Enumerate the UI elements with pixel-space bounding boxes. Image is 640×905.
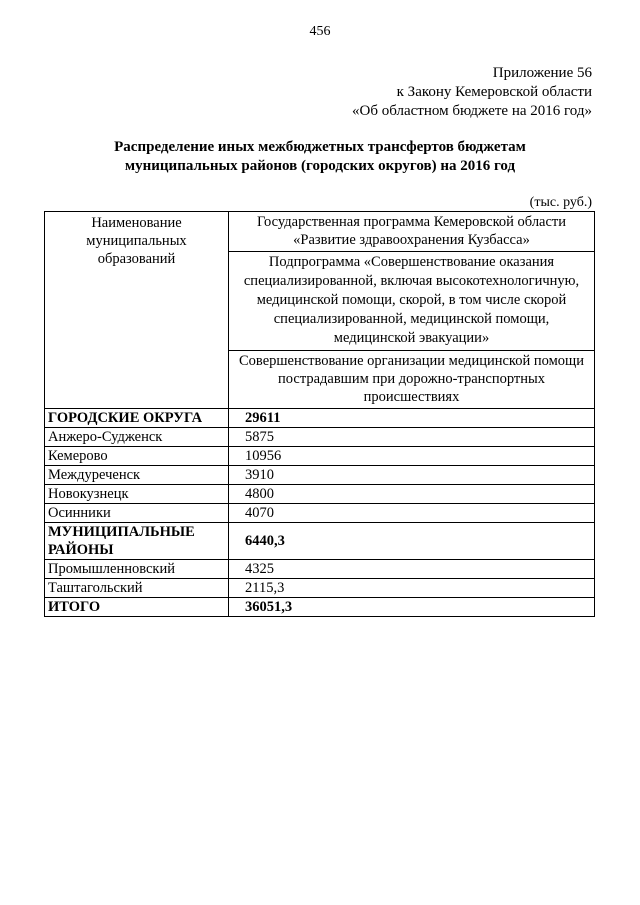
row-name: Таштагольский	[45, 579, 229, 598]
table-row	[45, 598, 595, 617]
transfers-table	[44, 211, 595, 617]
row-value: 4325	[229, 560, 595, 579]
row-name: Осинники	[45, 504, 229, 523]
row-value: 5875	[229, 428, 595, 447]
appendix-line: «Об областном бюджете на 2016 год»	[352, 103, 592, 119]
row-name: МУНИЦИПАЛЬНЫЕ РАЙОНЫ	[45, 523, 229, 560]
table-row	[45, 485, 595, 504]
row-name: ИТОГО	[45, 598, 229, 617]
header-program: Государственная программа Кемеровской области «Развитие здравоохранения Кузбасса»	[229, 212, 595, 252]
row-value: 3910	[229, 466, 595, 485]
title-line: муниципальных районов (городских округов) на 2016 год	[124, 158, 516, 174]
document-title	[40, 138, 600, 176]
row-name: ГОРОДСКИЕ ОКРУГА	[45, 409, 229, 428]
row-name: Междуреченск	[45, 466, 229, 485]
row-name: Новокузнецк	[45, 485, 229, 504]
units-label: (тыс. руб.)	[529, 195, 592, 210]
header-measure: Совершенствование организации медицинской помощи пострадавшим при дорожно-транспортных происшествиях	[229, 351, 595, 409]
appendix-line: к Закону Кемеровской области	[396, 84, 592, 100]
table-row	[45, 579, 595, 598]
table-row	[45, 428, 595, 447]
row-value: 36051,3	[229, 598, 595, 617]
title-line: Распределение иных межбюджетных трансфертов бюджетам	[114, 139, 526, 155]
header-municipality: Наименование муниципальных образований	[45, 212, 229, 409]
row-name: Анжеро-Судженск	[45, 428, 229, 447]
row-name: Промышленновский	[45, 560, 229, 579]
appendix-heading	[352, 64, 592, 121]
row-value: 10956	[229, 447, 595, 466]
row-value: 6440,3	[229, 523, 595, 560]
header-subprogram: Подпрограмма «Совершенствование оказания специализированной, включая высокотехнологичную, медицинской помощи, скорой, в том числе скорой специализированной, медицинской помощи, медицинской эвакуации»	[229, 252, 595, 351]
table-row	[45, 466, 595, 485]
row-value: 2115,3	[229, 579, 595, 598]
row-value: 4800	[229, 485, 595, 504]
table-row	[45, 447, 595, 466]
table-row	[45, 504, 595, 523]
table-row	[45, 523, 595, 560]
row-value: 29611	[229, 409, 595, 428]
row-value: 4070	[229, 504, 595, 523]
row-name: Кемерово	[45, 447, 229, 466]
page-number: 456	[309, 24, 331, 39]
table-row	[45, 409, 595, 428]
table-row	[45, 560, 595, 579]
appendix-line: Приложение 56	[492, 65, 592, 81]
